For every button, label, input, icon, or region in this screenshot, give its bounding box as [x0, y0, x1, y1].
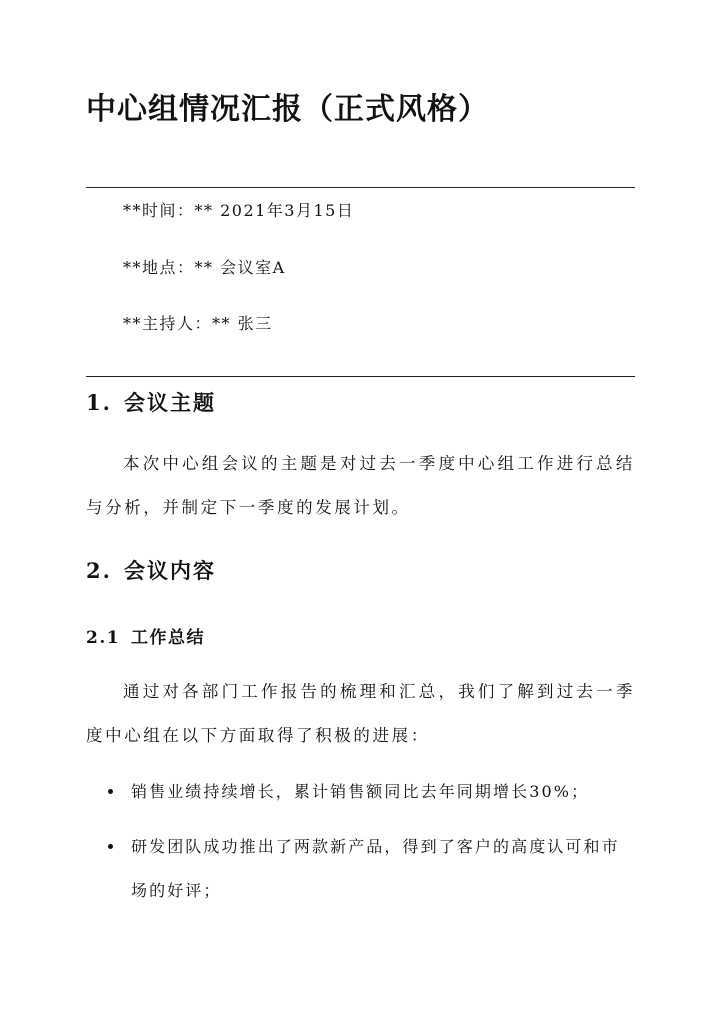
- bullet-icon: [108, 789, 113, 794]
- meta-time: **时间：** 2021年3月15日: [123, 201, 355, 220]
- list-item: [86, 770, 635, 814]
- subsection-2-1-number: 2.1: [86, 628, 121, 648]
- subsection-2-1-paragraph: 通过对各部门工作报告的梳理和汇总，我们了解到过去一季度中心组在以下方面取得了积极的进展：: [86, 682, 635, 745]
- section-2-heading: [86, 555, 216, 585]
- section-2-title: 会议内容: [124, 558, 216, 583]
- section-2-number: 2.: [86, 558, 112, 583]
- section-1-number: 1.: [86, 390, 112, 415]
- list-item-text: 研发团队成功推出了两款新产品，得到了客户的高度认可和市场的好评；: [131, 837, 620, 900]
- section-1-heading: [86, 387, 216, 417]
- section-1-title: 会议主题: [124, 390, 216, 415]
- subsection-2-1-heading: [86, 623, 205, 648]
- top-divider: [86, 187, 635, 188]
- list-item-text: 销售业绩持续增长，累计销售额同比去年同期增长30%；: [131, 782, 590, 801]
- subsection-2-1-title: 工作总结: [131, 628, 205, 648]
- bullet-icon: [108, 844, 113, 849]
- meta-host: **主持人：** 张三: [123, 314, 273, 333]
- list-item: [86, 825, 635, 913]
- meta-divider: [86, 376, 635, 377]
- section-1-paragraph: 本次中心组会议的主题是对过去一季度中心组工作进行总结与分析，并制定下一季度的发展计划。: [86, 454, 635, 517]
- document-title: 中心组情况汇报（正式风格）: [86, 92, 489, 127]
- meta-place: **地点：** 会议室A: [123, 258, 286, 277]
